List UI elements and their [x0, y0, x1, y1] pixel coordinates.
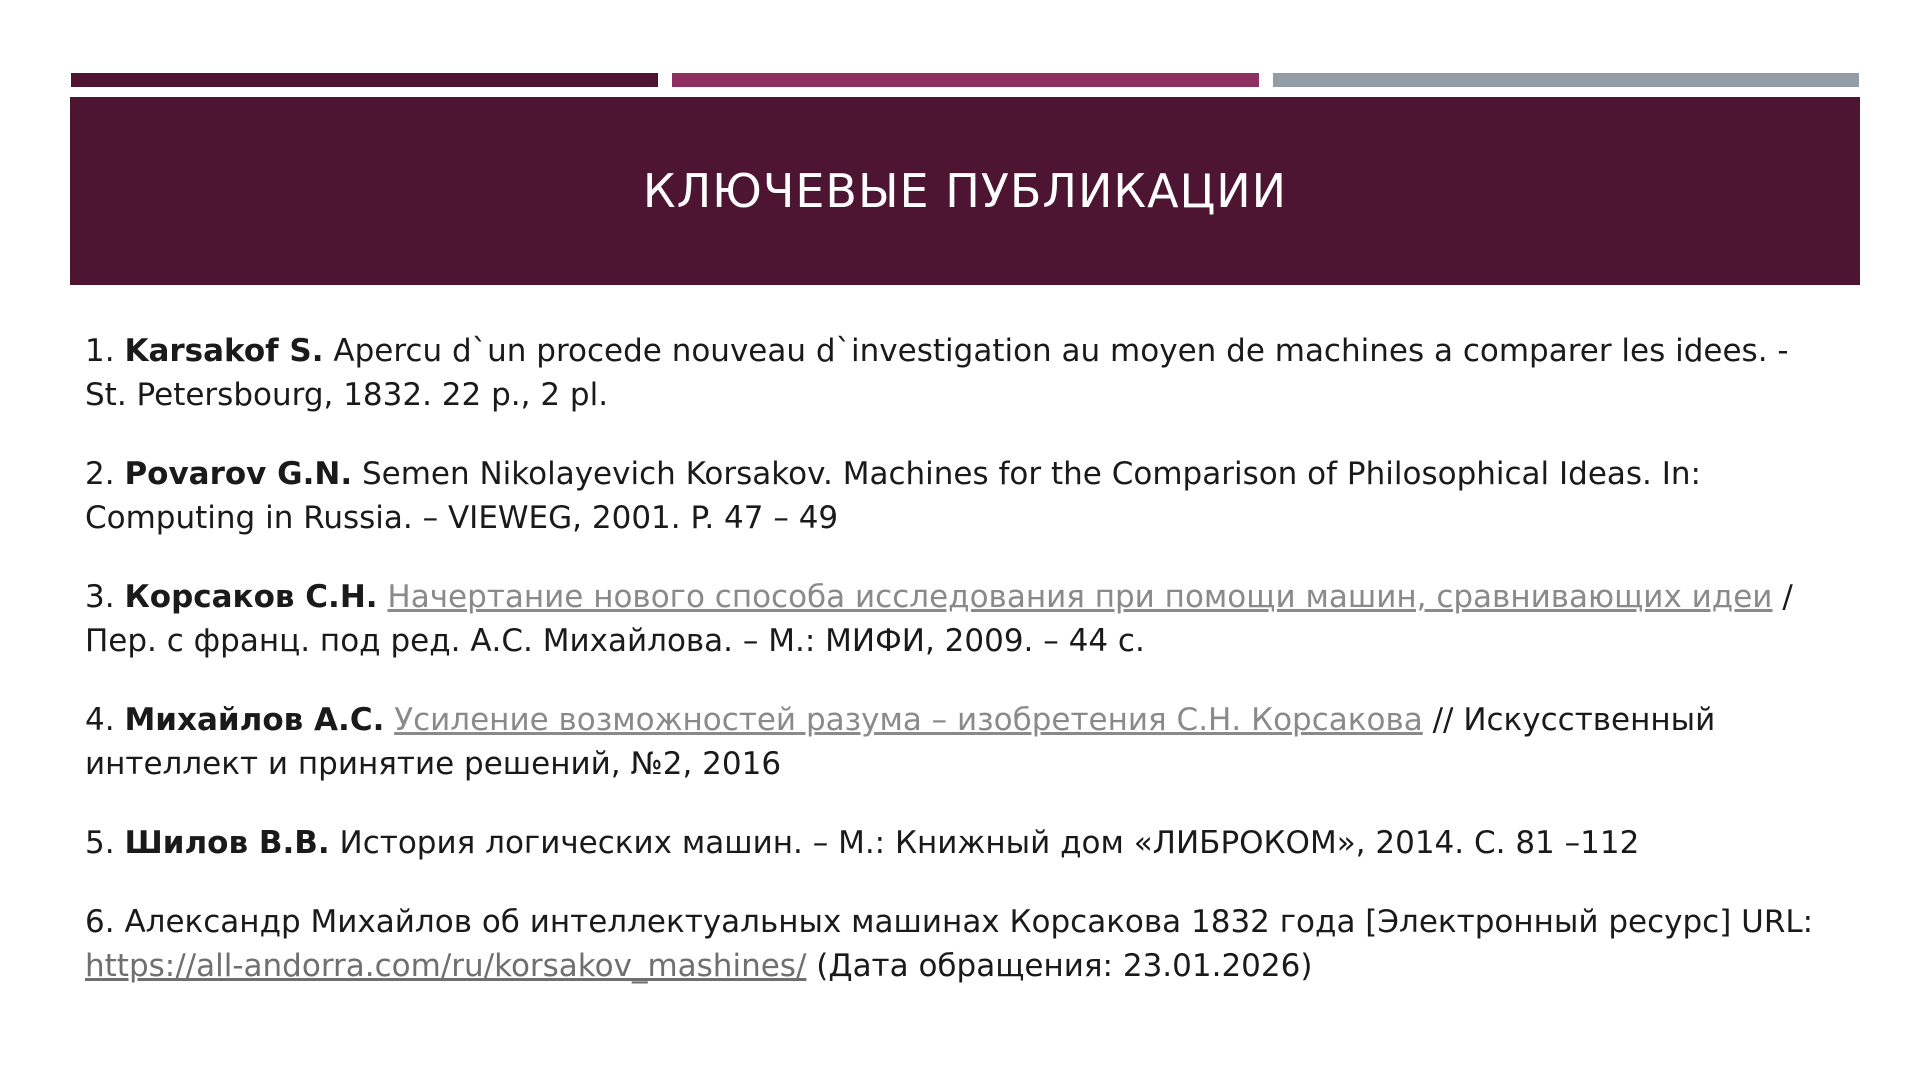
publication-url-link[interactable]: https://all-andorra.com/ru/korsakov_mashines/	[85, 948, 807, 984]
publication-item-6	[85, 900, 1825, 988]
publication-item-4	[85, 698, 1825, 786]
publication-text: // Искусственный интеллект и принятие решений, №2, 2016	[85, 702, 1716, 782]
publication-text: Apercu d`un procede nouveau d`investigation au moyen de machines a comparer les idees. - St. Petersbourg, 1832. 22 p., 2 pl.	[85, 333, 1789, 413]
publication-text: / Пер. с франц. под ред. А.С. Михайлова. – М.: МИФИ, 2009. – 44 с.	[85, 579, 1793, 659]
accent-bar-dark	[71, 73, 658, 87]
publication-author: Шилов В.В.	[124, 825, 330, 861]
publication-number: 4.	[85, 702, 115, 738]
publication-access-date: (Дата обращения: 23.01.2026)	[816, 948, 1313, 984]
publication-list	[85, 329, 1825, 1023]
publication-item-1	[85, 329, 1825, 417]
publication-text: История логических машин. – М.: Книжный дом «ЛИБРОКОМ», 2014. С. 81 –112	[339, 825, 1640, 861]
slide-title: КЛЮЧЕВЫЕ ПУБЛИКАЦИИ	[642, 164, 1288, 218]
publication-number: 3.	[85, 579, 115, 615]
publication-item-3	[85, 575, 1825, 663]
publication-author: Корсаков С.Н.	[124, 579, 378, 615]
publication-author: Povarov G.N.	[124, 456, 353, 492]
publication-author: Karsakof S.	[124, 333, 324, 369]
accent-bar-grey	[1273, 73, 1859, 87]
accent-bar-magenta	[672, 73, 1259, 87]
publication-number: 6.	[85, 904, 115, 940]
publication-link[interactable]: Начертание нового способа исследования при помощи машин, сравнивающих идеи	[387, 579, 1773, 615]
publication-number: 5.	[85, 825, 115, 861]
publication-item-2	[85, 452, 1825, 540]
publication-item-5	[85, 821, 1825, 865]
publication-number: 1.	[85, 333, 115, 369]
publication-author: Михайлов А.С.	[124, 702, 385, 738]
publication-text: Semen Nikolayevich Korsakov. Machines for the Comparison of Philosophical Ideas. In: Computing in Russia. – VIEWEG, 2001. P. 47 – 49	[85, 456, 1701, 536]
title-band	[70, 97, 1860, 285]
publication-link[interactable]: Усиление возможностей разума – изобретения С.Н. Корсакова	[394, 702, 1423, 738]
publication-text: Александр Михайлов об интеллектуальных машинах Корсакова 1832 года [Электронный ресурс] URL:	[124, 904, 1814, 940]
publication-number: 2.	[85, 456, 115, 492]
